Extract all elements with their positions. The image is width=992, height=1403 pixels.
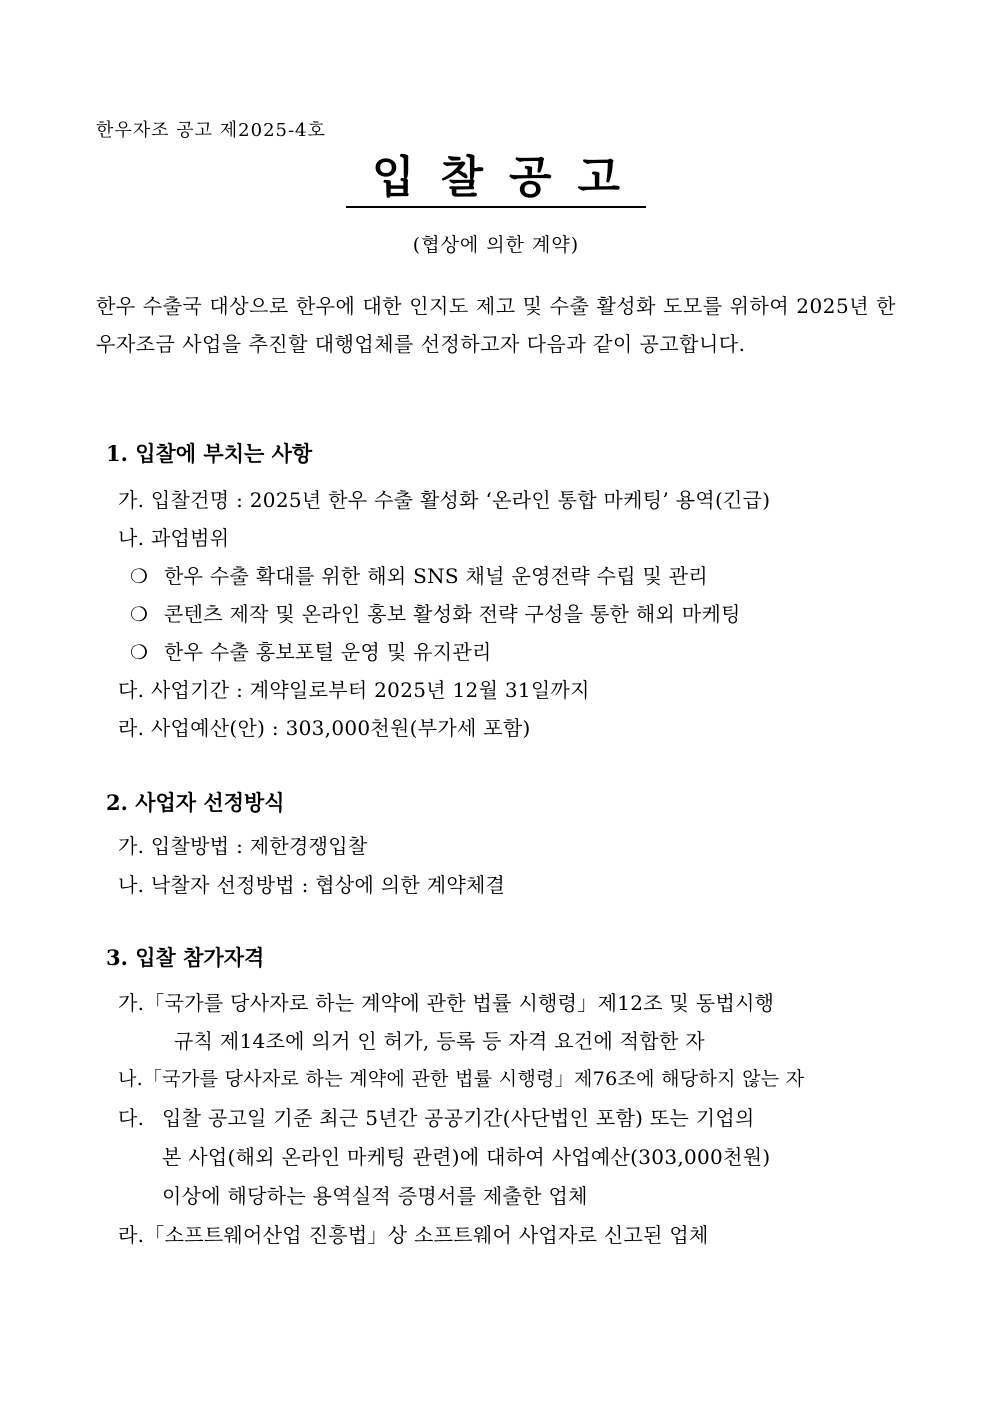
section-3-item-c-line-3: 이상에 해당하는 용역실적 증명서를 제출한 업체 — [162, 1184, 588, 1208]
scope-bullet-text: 콘텐츠 제작 및 온라인 홍보 활성화 전략 구성을 통한 해외 마케팅 — [164, 602, 741, 626]
section-3-heading: 3. 입찰 참가자격 — [106, 945, 265, 970]
bullet-circle-icon: ❍ — [130, 640, 149, 664]
section-1-item-d: 라. 사업예산(안) : 303,000천원(부가세 포함) — [118, 716, 531, 740]
section-1-item-a: 가. 입찰건명 : 2025년 한우 수출 활성화 ‘온라인 통합 마케팅’ 용역(긴급) — [118, 488, 771, 512]
section-1-heading: 1. 입찰에 부치는 사항 — [106, 441, 313, 466]
document-title: 입찰공고 — [346, 150, 646, 208]
document-subtitle: (협상에 의한 계약) — [412, 234, 580, 256]
intro-paragraph: 한우 수출국 대상으로 한우에 대한 인지도 제고 및 수출 활성화 도모를 위하여 2025년 한우자조금 사업을 추진할 대행업체를 선정하고자 다음과 같이 공고합니다. — [96, 294, 896, 356]
section-1-item-b: 나. 과업범위 — [118, 526, 230, 550]
section-2-item-b: 나. 낙찰자 선정방법 : 협상에 의한 계약체결 — [118, 873, 506, 897]
section-3-item-c-label: 다. — [118, 1106, 145, 1130]
section-3-item-a-line-1: 가.「국가를 당사자로 하는 계약에 관한 법률 시행령」제12조 및 동법시행 — [118, 991, 775, 1015]
section-3-item-c-line-2: 본 사업(해외 온라인 마케팅 관련)에 대하여 사업예산(303,000천원) — [162, 1145, 771, 1169]
section-3-item-b: 나.「국가를 당사자로 하는 계약에 관한 법률 시행령」제76조에 해당하지 않는 자 — [118, 1068, 805, 1090]
section-2-heading: 2. 사업자 선정방식 — [106, 790, 285, 815]
scope-bullet-text: 한우 수출 홍보포털 운영 및 유지관리 — [164, 640, 492, 664]
section-1-item-c: 다. 사업기간 : 계약일로부터 2025년 12월 31일까지 — [118, 678, 590, 702]
section-3-item-a-line-2: 규칙 제14조에 의거 인 허가, 등록 등 자격 요건에 적합한 자 — [174, 1029, 705, 1053]
bullet-circle-icon: ❍ — [130, 564, 149, 588]
section-3-item-d: 라.「소프트웨어산업 진흥법」상 소프트웨어 사업자로 신고된 업체 — [118, 1223, 709, 1247]
scope-bullet-2 — [130, 598, 741, 627]
scope-bullet-text: 한우 수출 확대를 위한 해외 SNS 채널 운영전략 수립 및 관리 — [164, 564, 709, 588]
section-3-item-c-line-1: 입찰 공고일 기준 최근 5년간 공공기간(사단법인 포함) 또는 기업의 — [162, 1106, 755, 1130]
notice-number: 한우자조 공고 제2025-4호 — [96, 120, 326, 141]
bullet-circle-icon: ❍ — [130, 602, 149, 626]
scope-bullet-1 — [130, 560, 708, 589]
scope-bullet-3 — [130, 636, 492, 665]
section-2-item-a: 가. 입찰방법 : 제한경쟁입찰 — [118, 834, 368, 858]
title-wrapper — [0, 150, 992, 208]
